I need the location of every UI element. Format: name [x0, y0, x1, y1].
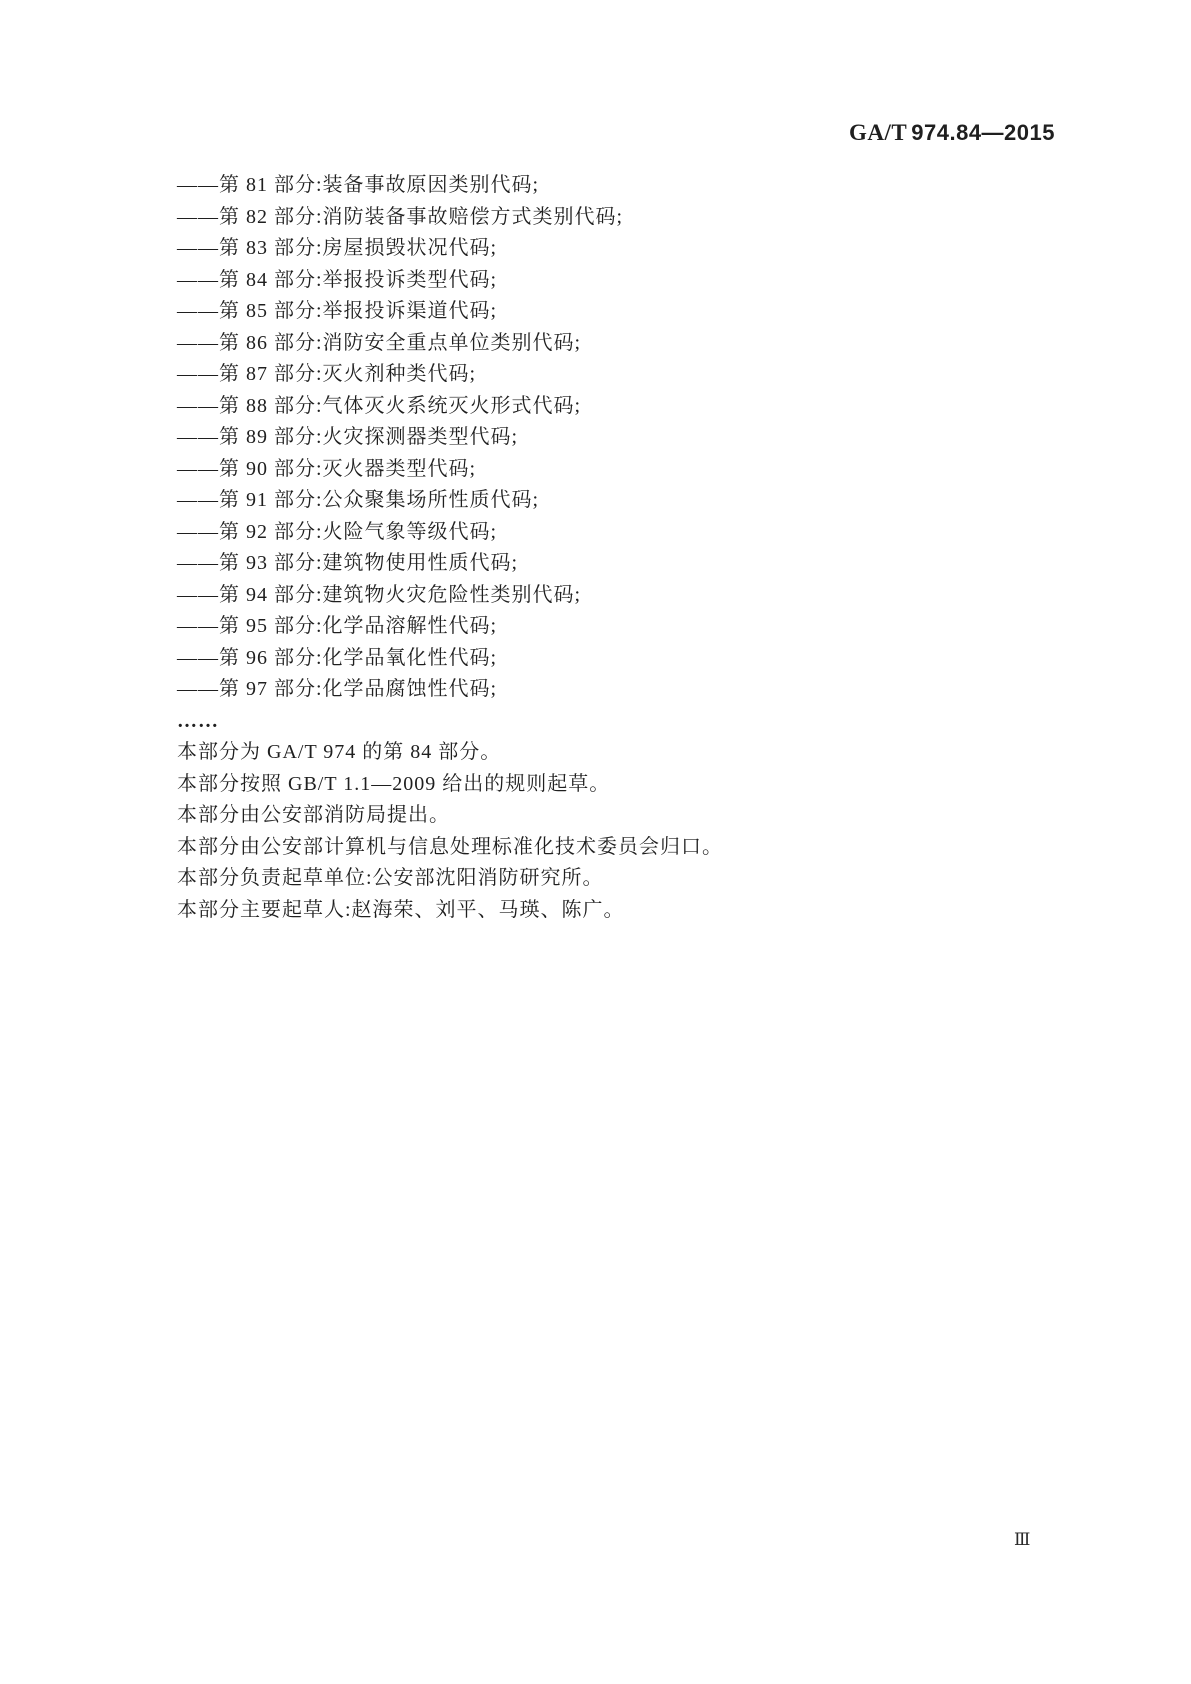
foreword-paragraph: 本部分负责起草单位:公安部沈阳消防研究所。 [177, 867, 604, 889]
parts-list-item: ——第 93 部分:建筑物使用性质代码; [177, 552, 519, 574]
parts-list-item: ——第 90 部分:灭火器类型代码; [177, 457, 477, 480]
parts-list-item: ——第 86 部分:消防安全重点单位类别代码; [177, 331, 582, 354]
parts-list-ellipsis: …… [177, 709, 219, 732]
parts-list-item: ——第 89 部分:火灾探测器类型代码; [177, 426, 519, 448]
parts-list-item: ——第 88 部分:气体灭火系统灭火形式代码; [177, 394, 582, 417]
parts-list-item: ——第 81 部分:装备事故原因类别代码; [177, 174, 540, 196]
parts-list-item: ——第 82 部分:消防装备事故赔偿方式类别代码; [177, 205, 624, 228]
foreword-content [177, 170, 1077, 926]
parts-list-item: ——第 87 部分:灭火剂种类代码; [177, 363, 477, 385]
parts-list-item: ——第 94 部分:建筑物火灾危险性类别代码; [177, 583, 582, 606]
parts-list-item: ——第 95 部分:化学品溶解性代码; [177, 615, 498, 637]
parts-list-item: ——第 84 部分:举报投诉类型代码; [177, 268, 498, 291]
standard-code-prefix: GA/T [849, 120, 908, 145]
parts-list-item: ——第 97 部分:化学品腐蚀性代码; [177, 678, 498, 700]
foreword-paragraph: 本部分按照 GB/T 1.1—2009 给出的规则起草。 [177, 772, 611, 795]
foreword-paragraph: 本部分由公安部计算机与信息处理标准化技术委员会归口。 [177, 835, 723, 858]
standard-code-number: 974.84—2015 [911, 120, 1055, 145]
parts-list-item: ——第 92 部分:火险气象等级代码; [177, 520, 498, 543]
page-number: Ⅲ [1014, 1530, 1032, 1549]
parts-list-item: ——第 83 部分:房屋损毁状况代码; [177, 237, 498, 259]
standard-code-header [849, 119, 1055, 150]
foreword-paragraph: 本部分由公安部消防局提出。 [177, 804, 450, 826]
foreword-paragraph: 本部分主要起草人:赵海荣、刘平、马瑛、陈广。 [177, 898, 625, 921]
parts-list-item: ——第 85 部分:举报投诉渠道代码; [177, 300, 498, 322]
foreword-paragraph: 本部分为 GA/T 974 的第 84 部分。 [177, 741, 502, 763]
parts-list-item: ——第 96 部分:化学品氧化性代码; [177, 646, 498, 669]
parts-list-item: ——第 91 部分:公众聚集场所性质代码; [177, 489, 540, 511]
